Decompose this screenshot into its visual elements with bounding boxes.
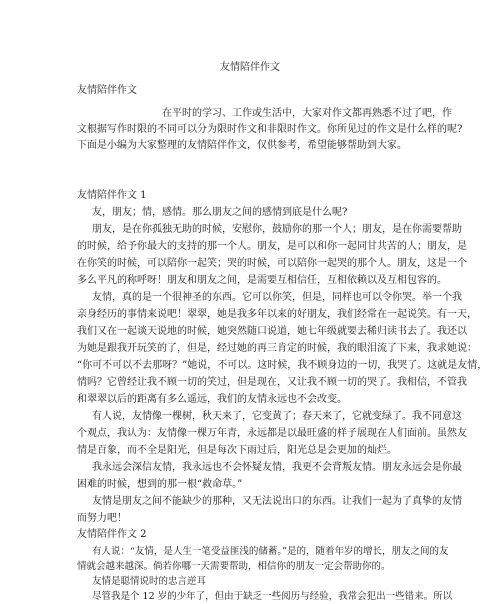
essay-1-line: 朋友，是在你孤独无助的时候，安慰你，鼓励你的那一个人；朋友，是在你需要帮助 [92, 224, 462, 235]
essay-1-line: 情是百象，而不全是阳光，但是每次下雨过后，阳光总是会更加的灿烂。 [77, 445, 397, 456]
intro-line: 文根据写作时限的不同可以分为限时作文和非限时作文。你所见过的作文是什么样的呢? [77, 124, 463, 135]
essay-1-line: “你可不可以不去那呀？”她说，不可以。这时候，我不顾身边的一切，我哭了。这就是友情， [77, 360, 488, 371]
essay-2-heading: 友情陪伴作文 2 [77, 529, 147, 540]
essay-1-line: 情吗？它曾经让我不顾一切的笑过，但是现在，又让我不顾一切的哭了。我相信，不管我 [77, 377, 467, 388]
essay-2-line: 情就会越来越深。倘若你哪一天需要帮助，相信你的朋友一定会帮助你的。 [77, 561, 391, 572]
essay-1-line: 和翠翠以后的距离有多么遥远，我们的友情永远也不会改变。 [77, 394, 347, 405]
essay-1-line: 个观点，我认为：友情像一棵万年青，永远都是以最旺盛的样子展现在人们面前。虽然友 [77, 428, 467, 439]
essay-1-line: 友情是朋友之间不能缺少的那种，又无法说出口的东西。让我们一起为了真挚的友情 [92, 496, 462, 507]
essay-2-line: 有人说：“友情，是人生一笔受益匪浅的储蓄。”是的，随着年岁的增长，朋友之间的友 [92, 546, 449, 557]
essay-1-line: 亲身经历的事情来说吧！翠翠，她是我多年以来的好朋友，我们经常在一起说笑。有一天， [77, 309, 477, 320]
essay-1-line: 的时候，给予你最大的支持的那一个人。朋友，是可以和你一起同甘共苦的人；朋友，是 [77, 241, 467, 252]
essay-1-line: 我们又在一起谈天说地的时候，她突然随口说道，她七年级就要去稀归读书去了。我还以 [77, 326, 467, 337]
essay-1-line: 友情，真的是一个很神圣的东西。它可以你笑，但是，同样也可以令你哭。举一个我 [92, 292, 462, 303]
document-subtitle: 友情陪伴作文 [77, 85, 137, 96]
essay-1-line: 有人说，友情像一棵树，秋天来了，它变黄了；春天来了，它就变绿了。我不同意这 [92, 411, 462, 422]
essay-1-heading: 友情陪伴作文 1 [77, 190, 147, 201]
intro-line: 在平时的学习、工作或生活中，大家对作文都再熟悉不过了吧，作 [162, 108, 452, 119]
essay-1-line: 多么平凡的称呼呀！朋友和朋友之间，是需要互相信任，互相依赖以及互相包容的。 [77, 275, 447, 286]
essay-2-line: 尽管我是个 12 岁的少年了，但由于缺乏一些阅历与经验，我常会犯出一些错来。所以 [92, 591, 453, 602]
essay-1-line: 困难的时候，想到的那一根“救命草。” [77, 479, 243, 490]
essay-1-line: 我永远会深信友情，我永远也不会怀疑友情，我更不会背叛友情。朋友永远会是你最 [92, 462, 462, 473]
essay-1-line: 而努力吧！ [77, 513, 127, 524]
essay-2-line: 友情是聪情说时的忠言逆耳 [92, 576, 207, 587]
essay-1-line: 为她是跟我开玩笑的了，但是，经过她的再三肯定的时候，我的眼泪流了下来，我求她说： [77, 343, 477, 354]
essay-1-line: 在你笑的时候，可以陪你一起笑；哭的时候，可以陪你一起哭的那个人。朋友，这是一个 [77, 258, 467, 269]
essay-1-line: 友，朋友；情，感情。那么朋友之间的感情到底是什么呢? [92, 207, 348, 218]
document-title: 友情陪伴作文 [220, 62, 280, 73]
intro-line: 下面是小编为大家整理的友情陪伴作文，仅供参考，希望能够帮助到大家。 [77, 140, 407, 151]
